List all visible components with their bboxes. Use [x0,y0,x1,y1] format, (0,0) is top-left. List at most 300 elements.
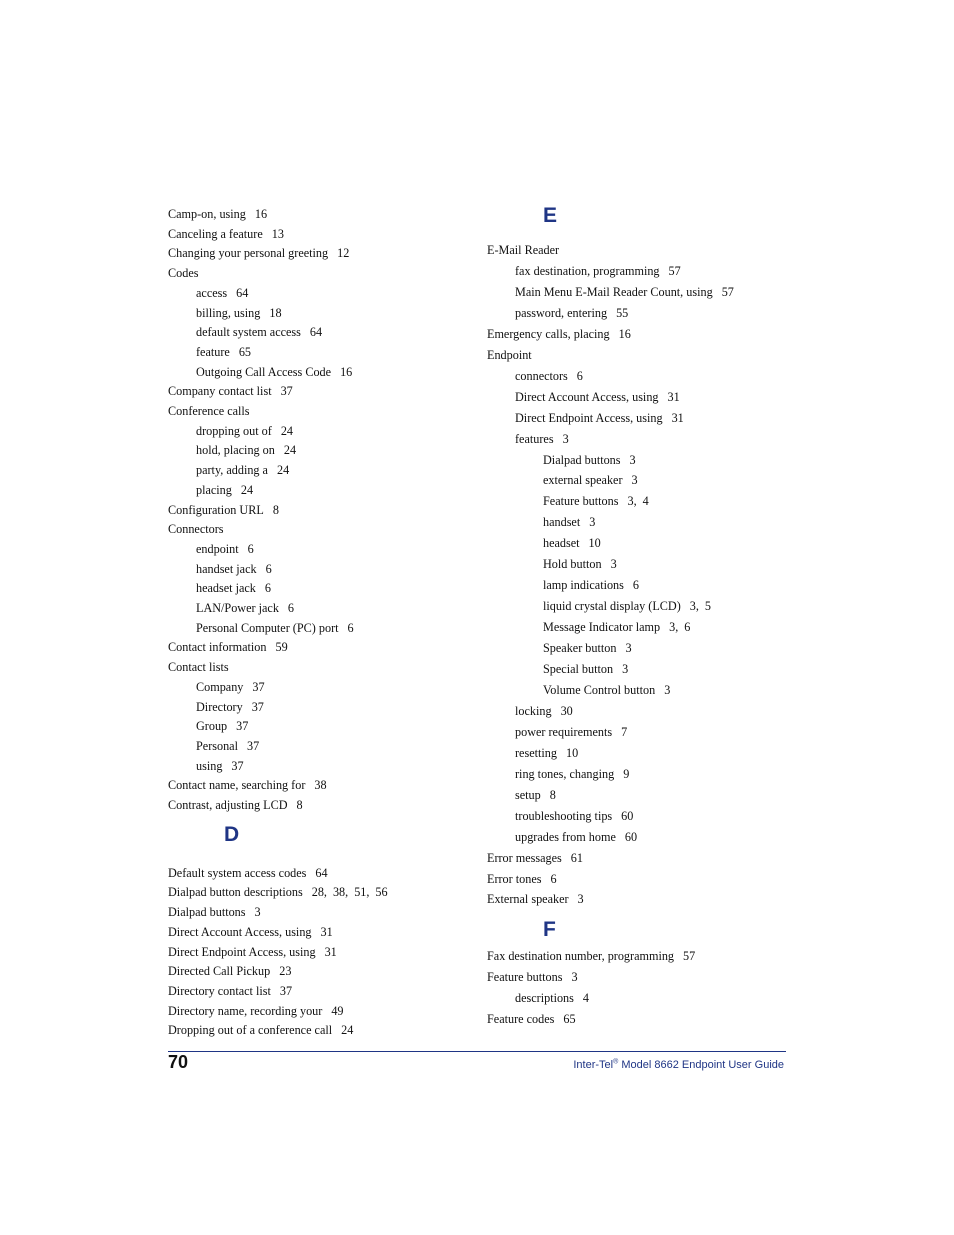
index-page-refs [669,264,681,278]
page-ref-link[interactable]: 6 [576,368,583,383]
index-page-refs [273,503,279,517]
page-ref-link[interactable]: 37 [251,699,264,714]
index-subentry [515,263,681,279]
index-page-refs [288,601,294,615]
page-ref-link[interactable]: 16 [340,364,353,379]
page-ref-link[interactable]: 3 [625,641,632,656]
index-entry [487,347,532,363]
index-term: Company [196,679,244,694]
index-subentry [196,541,254,557]
page-ref-link[interactable]: 59 [275,640,288,655]
page-number: 70 [168,1052,189,1072]
page-ref-link[interactable]: 64 [309,325,323,340]
page-ref-link[interactable]: 55 [616,305,629,320]
index-term: Camp-on, using [168,207,246,221]
page-ref-link[interactable]: 31 [324,944,337,959]
index-term: power requirements [515,724,613,739]
page-ref-link[interactable]: 3 [589,515,596,530]
index-page-refs [239,345,251,359]
index-page-refs [276,640,288,654]
index-term: Volume Control button [543,682,656,697]
index-term: dropping out of [196,423,272,438]
index-term: LAN/Power jack [196,601,279,615]
index-entry [168,884,388,900]
index-subentry [196,442,296,458]
index-term: Direct Endpoint Access, using [515,410,663,425]
index-subentry [543,514,595,530]
index-term: Dialpad buttons [543,452,621,467]
index-page-refs [255,905,261,919]
index-term: feature [196,344,230,359]
index-page-refs [255,207,267,221]
registered-mark: ® [613,1058,619,1066]
index-page-refs: 28, 38, 51, 56 [311,885,388,900]
index-subentry [196,738,259,754]
page-ref-link[interactable]: 60 [624,829,638,844]
index-page-refs [683,949,695,963]
index-subentry [515,305,628,321]
index-page-refs [611,557,617,571]
index-entry [168,226,284,242]
index-subentry [196,305,282,321]
index-page-refs [566,746,578,760]
page-ref-link[interactable]: 3 [689,599,696,614]
index-subentry [543,577,639,593]
page-ref-link[interactable]: 9 [623,766,630,781]
page-ref-link[interactable]: 64 [315,865,328,880]
page-ref-link[interactable]: 10 [565,745,579,760]
index-page-refs [340,365,352,379]
index-term: headset jack [196,581,256,596]
page-ref-link[interactable]: 65 [238,344,252,359]
page-ref-link[interactable]: 31 [671,410,684,425]
page-ref-link[interactable]: 65 [563,1012,576,1027]
index-term: Dropping out of a conference call [168,1023,333,1038]
index-page-refs: 3, 5 [689,599,711,614]
index-page-refs [310,325,322,339]
index-entry [168,502,279,518]
page-ref-link[interactable]: 6 [684,620,691,635]
index-page-refs [281,384,293,398]
index-page-refs [623,767,629,781]
index-page-refs [269,306,281,320]
index-subentry [196,482,253,498]
index-subentry [515,808,633,824]
index-term: Directed Call Pickup [168,964,271,979]
index-page-refs: 3, 4 [627,494,649,509]
index-subentry [515,368,583,384]
index-page-refs [321,925,333,939]
page-ref-link[interactable]: 8 [549,787,556,802]
index-term: Personal Computer (PC) port [196,620,339,635]
page-ref-link[interactable]: 37 [236,719,249,734]
page-ref-link[interactable]: 31 [320,924,333,939]
page-ref-link[interactable]: 6 [347,620,354,635]
index-term: Contact lists [168,660,229,675]
index-term: default system access [196,325,301,340]
page-ref-link[interactable]: 3 [631,473,638,488]
page-ref-link[interactable]: 3 [664,682,671,697]
index-term: Contact name, searching for [168,778,306,793]
index-page-refs [571,970,577,984]
index-term: password, entering [515,305,608,320]
index-term: billing, using [196,305,261,320]
page-ref-link[interactable]: 6 [550,871,557,886]
index-term: Outgoing Call Access Code [196,364,332,379]
page-ref-link[interactable]: 57 [668,263,681,278]
page-ref-link[interactable]: 3 [627,494,634,509]
index-page-refs [633,578,639,592]
index-page-refs [279,964,291,978]
page-ref-link[interactable]: 37 [279,983,293,998]
page-ref-link[interactable]: 49 [331,1003,344,1018]
index-subentry [543,472,638,488]
index-term: Codes [168,266,199,281]
index-term: placing [196,482,232,497]
index-subentry [543,682,670,698]
index-term: Personal [196,738,238,753]
page-ref-link[interactable]: 10 [588,536,601,551]
index-subentry [515,766,629,782]
index-page-refs [314,778,326,792]
index-term: Connectors [168,522,224,537]
index-page-refs [616,306,628,320]
index-page-refs [348,621,354,635]
index-subentry [543,661,628,677]
index-term: Group [196,719,228,734]
index-subentry [515,745,578,761]
index-term: upgrades from home [515,829,616,844]
index-entry [168,659,229,675]
index-term: descriptions [515,991,574,1006]
index-page-refs [280,984,292,998]
index-page-refs [722,285,734,299]
index-page-refs [277,463,289,477]
page-ref-link[interactable]: 16 [618,326,631,341]
index-subentry [543,535,601,551]
index-term: lamp indications [543,578,624,593]
index-page-refs [630,453,636,467]
index-entry [487,242,559,258]
page-ref-link[interactable]: 38 [314,778,327,793]
index-subentry [543,640,632,656]
index-subentry [196,600,294,616]
page-ref-link[interactable]: 23 [279,964,292,979]
index-term: Endpoint [487,347,532,362]
page-ref-link[interactable]: 24 [341,1023,354,1038]
index-term: Directory [196,699,243,714]
index-entry [168,1022,353,1038]
index-term: Direct Account Access, using [168,924,312,939]
page-ref-link[interactable]: 4 [582,991,589,1006]
footer-title-rest: Model 8662 Endpoint User Guide [618,1059,784,1071]
page-ref-link[interactable]: 51 [354,885,367,900]
index-letter-heading: F [543,918,556,942]
index-entry [487,1011,576,1027]
index-page-refs [281,424,293,438]
index-subentry [196,462,289,478]
index-page-refs [563,432,569,446]
page-ref-link[interactable]: 6 [264,581,271,596]
index-page-refs [551,872,557,886]
page-ref-link[interactable]: 37 [231,758,244,773]
index-subentry [196,344,251,360]
index-term: Company contact list [168,384,272,399]
index-term: Conference calls [168,404,250,418]
index-term: Default system access codes [168,865,307,880]
page-ref-link[interactable]: 3 [571,970,578,985]
index-page-refs [337,246,349,260]
index-term: Hold button [543,557,602,572]
index-term: Contrast, adjusting LCD [168,798,288,812]
page-ref-link[interactable]: 3 [562,431,569,446]
index-subentry [196,364,352,380]
footer-title [573,1058,784,1072]
index-subentry [515,829,637,845]
index-page-refs [571,851,583,865]
index-subentry [543,619,690,635]
index-term: using [196,758,223,773]
footer-rule [168,1051,786,1052]
index-subentry [515,990,589,1006]
index-entry [168,963,291,979]
index-term: Feature codes [487,1012,555,1027]
index-term: headset [543,536,580,551]
page-ref-link[interactable]: 57 [721,284,734,299]
index-subentry [196,699,264,715]
index-entry [168,403,250,419]
index-page-refs [583,991,589,1005]
index-term: access [196,285,228,300]
page-ref-link[interactable]: 30 [560,703,573,718]
index-term: Dialpad buttons [168,905,246,920]
page-ref-link[interactable]: 56 [375,885,388,900]
index-term: party, adding a [196,463,268,478]
index-term: Error tones [487,871,542,886]
index-term: endpoint [196,541,239,556]
page-ref-link[interactable]: 3 [610,557,617,572]
index-page-refs [619,327,631,341]
index-page-refs [622,662,628,676]
page-ref-link[interactable]: 57 [683,949,696,964]
index-page-refs [331,1004,343,1018]
index-page-refs [315,866,327,880]
index-term: Message Indicator lamp [543,620,661,635]
index-page-refs [550,788,556,802]
index-entry [487,850,583,866]
index-term: Error messages [487,850,562,865]
index-term: Changing your personal greeting [168,246,329,261]
index-entry [168,383,293,399]
page-ref-link[interactable]: 3 [622,662,629,676]
page-ref-link[interactable]: 37 [252,679,265,694]
index-entry [168,521,224,537]
index-entry [168,865,328,881]
index-subentry [515,703,573,719]
index-page-refs [341,1023,353,1037]
index-subentry [515,410,684,426]
index-subentry [543,556,617,572]
index-page-refs [231,759,243,773]
index-entry [168,1003,344,1019]
index-page-refs [247,739,259,753]
index-entry [168,639,288,655]
index-subentry [196,324,322,340]
index-term: Special button [543,662,614,676]
index-term: setup [515,787,541,802]
index-page-refs [284,443,296,457]
page-ref-link[interactable]: 37 [246,738,260,753]
index-entry [168,777,327,793]
page-ref-link[interactable]: 13 [271,226,284,241]
index-page-refs [589,515,595,529]
footer-brand: Inter-Tel [573,1059,614,1071]
index-term: liquid crystal display (LCD) [543,599,681,614]
index-page-refs [236,719,248,733]
index-term: Contact information [168,640,267,655]
page-ref-link[interactable]: 5 [704,599,711,614]
index-term: resetting [515,745,557,760]
page-ref-link[interactable]: 8 [296,798,303,812]
index-page-refs [252,700,264,714]
index-term: hold, placing on [196,443,275,458]
page-ref-link[interactable]: 8 [272,502,279,517]
index-term: features [515,431,554,446]
index-term: E-Mail Reader [487,243,560,257]
page-ref-link[interactable]: 3 [669,620,676,635]
index-entry [168,265,198,281]
index-term: fax destination, programming [515,263,660,278]
index-term: Emergency calls, placing [487,326,610,341]
page-ref-link[interactable]: 6 [632,578,639,593]
index-page-refs [621,809,633,823]
index-subentry [196,285,248,301]
page-ref-link[interactable]: 3 [629,452,636,467]
index-subentry [515,724,627,740]
index-subentry [515,431,569,447]
index-term: Feature buttons [543,494,619,509]
index-term: External speaker [487,892,569,907]
index-entry [487,326,631,342]
index-term: Main Menu E-Mail Reader Count, using [515,284,713,299]
index-entry [487,871,557,887]
index-page-refs [625,830,637,844]
page-ref-link[interactable]: 6 [247,541,254,556]
index-subentry [196,620,354,636]
index-term: handset [543,515,581,530]
page-ref-link[interactable]: 38 [332,885,346,900]
index-entry [168,904,261,920]
index-page-refs [589,536,601,550]
index-page-refs [265,581,271,595]
index-term: Direct Account Access, using [515,389,659,404]
index-page-refs [632,473,638,487]
index-page-refs [578,892,584,906]
index-subentry [196,758,244,774]
index-page-refs [236,286,248,300]
index-term: connectors [515,368,568,383]
index-letter-heading: E [543,204,558,227]
index-term: Dialpad button descriptions [168,885,303,900]
index-page-refs [563,1012,575,1026]
index-term: external speaker [543,473,623,488]
index-subentry [196,679,265,695]
page-ref-link[interactable]: 3 [577,892,584,907]
index-term: Canceling a feature [168,226,263,241]
page-ref-link[interactable]: 31 [667,389,680,404]
page-ref-link[interactable]: 28 [311,885,324,900]
page-ref-link[interactable]: 24 [240,482,254,497]
index-subentry [515,787,556,803]
index-page-refs [325,945,337,959]
index-term: handset jack [196,561,257,576]
index-entry [168,983,292,999]
page-ref-link[interactable]: 61 [570,850,583,865]
index-subentry [196,423,293,439]
index-entry [168,206,267,222]
page-ref-link[interactable]: 24 [280,423,294,438]
index-term: Feature buttons [487,970,563,985]
index-entry [487,948,695,964]
page-ref-link[interactable]: 37 [280,384,293,399]
index-entry [487,891,584,907]
page-ref-link[interactable]: 6 [287,601,295,615]
index-subentry [543,493,649,509]
index-term: Directory name, recording your [168,1003,323,1018]
index-page-refs [248,542,254,556]
index-page-refs [668,390,680,404]
index-entry [168,944,337,960]
page-ref-link[interactable]: 7 [621,724,628,739]
index-subentry [196,580,271,596]
index-page-refs [625,641,631,655]
index-page-refs [272,227,284,241]
index-page-refs [252,680,264,694]
page-ref-link[interactable]: 4 [642,494,649,509]
index-page-refs [297,798,303,812]
index-letter-heading: D [224,822,240,846]
page-ref-link[interactable]: 64 [236,285,249,300]
index-subentry [543,598,711,614]
page-ref-link[interactable]: 16 [254,207,268,221]
index-term: troubleshooting tips [515,808,613,823]
index-page-refs [561,704,573,718]
page-ref-link[interactable]: 3 [254,905,261,920]
page-ref-link[interactable]: 24 [276,463,290,478]
index-entry [168,245,349,261]
page-ref-link[interactable]: 24 [283,443,297,458]
page-ref-link[interactable]: 60 [621,808,634,823]
index-term: Fax destination number, programming [487,949,675,964]
index-subentry [196,561,272,577]
index-term: Direct Endpoint Access, using [168,944,316,959]
index-term: Directory contact list [168,983,271,998]
index-term: locking [515,703,552,718]
index-subentry [515,284,734,300]
index-page-refs [672,411,684,425]
index-entry [168,797,303,813]
index-page-refs [621,725,627,739]
page-ref-link[interactable]: 12 [337,246,350,261]
index-entry [168,924,333,940]
index-page-refs [241,483,253,497]
index-page-refs [664,683,670,697]
index-page-refs [577,369,583,383]
page-ref-link[interactable]: 18 [269,305,282,320]
index-subentry [543,452,636,468]
page-ref-link[interactable]: 6 [265,561,272,576]
index-subentry [515,389,680,405]
